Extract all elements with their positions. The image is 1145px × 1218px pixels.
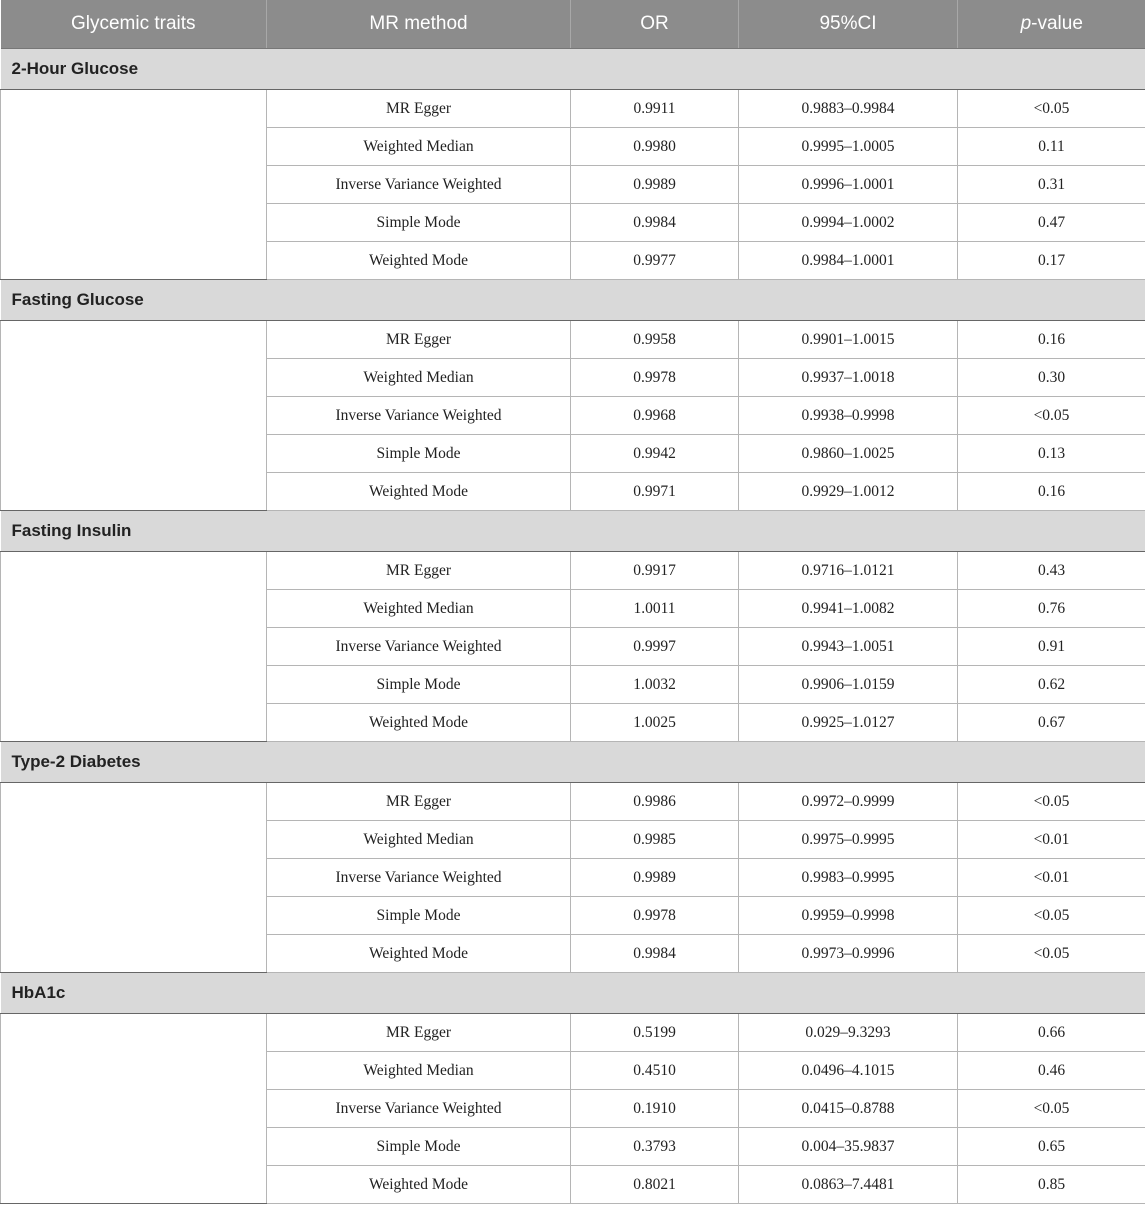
or-cell: 0.1910 [571, 1090, 739, 1128]
p-value-cell: <0.01 [958, 821, 1145, 859]
table-row [1, 90, 1145, 128]
p-value-cell: 0.67 [958, 704, 1145, 742]
header-mr-method: MR method [267, 0, 571, 49]
group-header-row [1, 280, 1145, 321]
ci-cell: 0.9929–1.0012 [739, 473, 958, 511]
ci-cell: 0.9973–0.9996 [739, 935, 958, 973]
or-cell: 0.9917 [571, 552, 739, 590]
ci-cell: 0.9959–0.9998 [739, 897, 958, 935]
ci-cell: 0.9943–1.0051 [739, 628, 958, 666]
table-body [1, 49, 1145, 1204]
ci-cell: 0.9716–1.0121 [739, 552, 958, 590]
group-header-row [1, 742, 1145, 783]
p-value-cell: 0.16 [958, 321, 1145, 359]
or-cell: 0.9986 [571, 783, 739, 821]
ci-cell: 0.9925–1.0127 [739, 704, 958, 742]
method-cell: Weighted Median [267, 821, 571, 859]
or-cell: 1.0011 [571, 590, 739, 628]
ci-cell: 0.9901–1.0015 [739, 321, 958, 359]
method-cell: Inverse Variance Weighted [267, 1090, 571, 1128]
method-cell: MR Egger [267, 321, 571, 359]
ci-cell: 0.9860–1.0025 [739, 435, 958, 473]
p-value-cell: 0.91 [958, 628, 1145, 666]
group-header-row [1, 49, 1145, 90]
header-95ci: 95%CI [739, 0, 958, 49]
method-cell: Weighted Median [267, 359, 571, 397]
or-cell: 0.9942 [571, 435, 739, 473]
ci-cell: 0.9984–1.0001 [739, 242, 958, 280]
method-cell: Weighted Median [267, 128, 571, 166]
group-title: HbA1c [1, 973, 1145, 1014]
p-value-cell: 0.66 [958, 1014, 1145, 1052]
method-cell: Weighted Mode [267, 242, 571, 280]
p-value-cell: <0.05 [958, 90, 1145, 128]
trait-blank-cell [1, 783, 267, 973]
p-value-cell: 0.17 [958, 242, 1145, 280]
ci-cell: 0.0415–0.8788 [739, 1090, 958, 1128]
p-value-cell: 0.13 [958, 435, 1145, 473]
or-cell: 0.8021 [571, 1166, 739, 1204]
group-title: 2-Hour Glucose [1, 49, 1145, 90]
method-cell: Simple Mode [267, 204, 571, 242]
ci-cell: 0.9941–1.0082 [739, 590, 958, 628]
ci-cell: 0.9994–1.0002 [739, 204, 958, 242]
group-title: Fasting Glucose [1, 280, 1145, 321]
method-cell: MR Egger [267, 783, 571, 821]
table-row [1, 1014, 1145, 1052]
or-cell: 0.9989 [571, 859, 739, 897]
table-row [1, 552, 1145, 590]
method-cell: MR Egger [267, 1014, 571, 1052]
method-cell: Weighted Mode [267, 935, 571, 973]
method-cell: Simple Mode [267, 435, 571, 473]
group-header-row [1, 973, 1145, 1014]
ci-cell: 0.0496–4.1015 [739, 1052, 958, 1090]
p-value-cell: <0.05 [958, 935, 1145, 973]
ci-cell: 0.9972–0.9999 [739, 783, 958, 821]
method-cell: MR Egger [267, 90, 571, 128]
table-row [1, 321, 1145, 359]
method-cell: Weighted Mode [267, 1166, 571, 1204]
p-value-cell: 0.43 [958, 552, 1145, 590]
ci-cell: 0.9938–0.9998 [739, 397, 958, 435]
or-cell: 0.5199 [571, 1014, 739, 1052]
or-cell: 0.9978 [571, 897, 739, 935]
header-glycemic-traits: Glycemic traits [1, 0, 267, 49]
trait-blank-cell [1, 1014, 267, 1204]
method-cell: Inverse Variance Weighted [267, 397, 571, 435]
group-title: Type-2 Diabetes [1, 742, 1145, 783]
method-cell: Simple Mode [267, 666, 571, 704]
or-cell: 0.9977 [571, 242, 739, 280]
header-or: OR [571, 0, 739, 49]
group-header-row [1, 511, 1145, 552]
ci-cell: 0.9906–1.0159 [739, 666, 958, 704]
method-cell: MR Egger [267, 552, 571, 590]
p-value-cell: 0.30 [958, 359, 1145, 397]
method-cell: Inverse Variance Weighted [267, 628, 571, 666]
p-value-cell: 0.65 [958, 1128, 1145, 1166]
ci-cell: 0.9996–1.0001 [739, 166, 958, 204]
p-value-cell: 0.16 [958, 473, 1145, 511]
p-value-cell: 0.47 [958, 204, 1145, 242]
header-row [1, 0, 1145, 49]
table-row [1, 783, 1145, 821]
p-value-cell: 0.11 [958, 128, 1145, 166]
trait-blank-cell [1, 90, 267, 280]
method-cell: Weighted Median [267, 590, 571, 628]
table-header [1, 0, 1145, 49]
ci-cell: 0.9937–1.0018 [739, 359, 958, 397]
p-value-cell: 0.76 [958, 590, 1145, 628]
or-cell: 0.9984 [571, 204, 739, 242]
or-cell: 0.9984 [571, 935, 739, 973]
method-cell: Simple Mode [267, 897, 571, 935]
or-cell: 0.9968 [571, 397, 739, 435]
method-cell: Weighted Mode [267, 704, 571, 742]
ci-cell: 0.9983–0.9995 [739, 859, 958, 897]
p-value-cell: <0.05 [958, 1090, 1145, 1128]
or-cell: 0.9997 [571, 628, 739, 666]
or-cell: 0.9971 [571, 473, 739, 511]
header-p-value [958, 0, 1145, 49]
ci-cell: 0.0863–7.4481 [739, 1166, 958, 1204]
or-cell: 1.0032 [571, 666, 739, 704]
group-title: Fasting Insulin [1, 511, 1145, 552]
method-cell: Inverse Variance Weighted [267, 859, 571, 897]
header-p-suffix: -value [1031, 13, 1083, 34]
ci-cell: 0.004–35.9837 [739, 1128, 958, 1166]
or-cell: 0.9989 [571, 166, 739, 204]
or-cell: 0.9958 [571, 321, 739, 359]
method-cell: Weighted Mode [267, 473, 571, 511]
header-p-letter: p [1020, 13, 1032, 34]
method-cell: Inverse Variance Weighted [267, 166, 571, 204]
trait-blank-cell [1, 321, 267, 511]
or-cell: 0.9911 [571, 90, 739, 128]
or-cell: 1.0025 [571, 704, 739, 742]
ci-cell: 0.9883–0.9984 [739, 90, 958, 128]
or-cell: 0.9985 [571, 821, 739, 859]
p-value-cell: <0.05 [958, 897, 1145, 935]
p-value-cell: 0.85 [958, 1166, 1145, 1204]
p-value-cell: <0.05 [958, 783, 1145, 821]
p-value-cell: 0.62 [958, 666, 1145, 704]
p-value-cell: <0.05 [958, 397, 1145, 435]
or-cell: 0.9980 [571, 128, 739, 166]
trait-blank-cell [1, 552, 267, 742]
ci-cell: 0.9975–0.9995 [739, 821, 958, 859]
p-value-cell: <0.01 [958, 859, 1145, 897]
or-cell: 0.9978 [571, 359, 739, 397]
ci-cell: 0.029–9.3293 [739, 1014, 958, 1052]
p-value-cell: 0.31 [958, 166, 1145, 204]
method-cell: Simple Mode [267, 1128, 571, 1166]
method-cell: Weighted Median [267, 1052, 571, 1090]
or-cell: 0.4510 [571, 1052, 739, 1090]
ci-cell: 0.9995–1.0005 [739, 128, 958, 166]
p-value-cell: 0.46 [958, 1052, 1145, 1090]
or-cell: 0.3793 [571, 1128, 739, 1166]
